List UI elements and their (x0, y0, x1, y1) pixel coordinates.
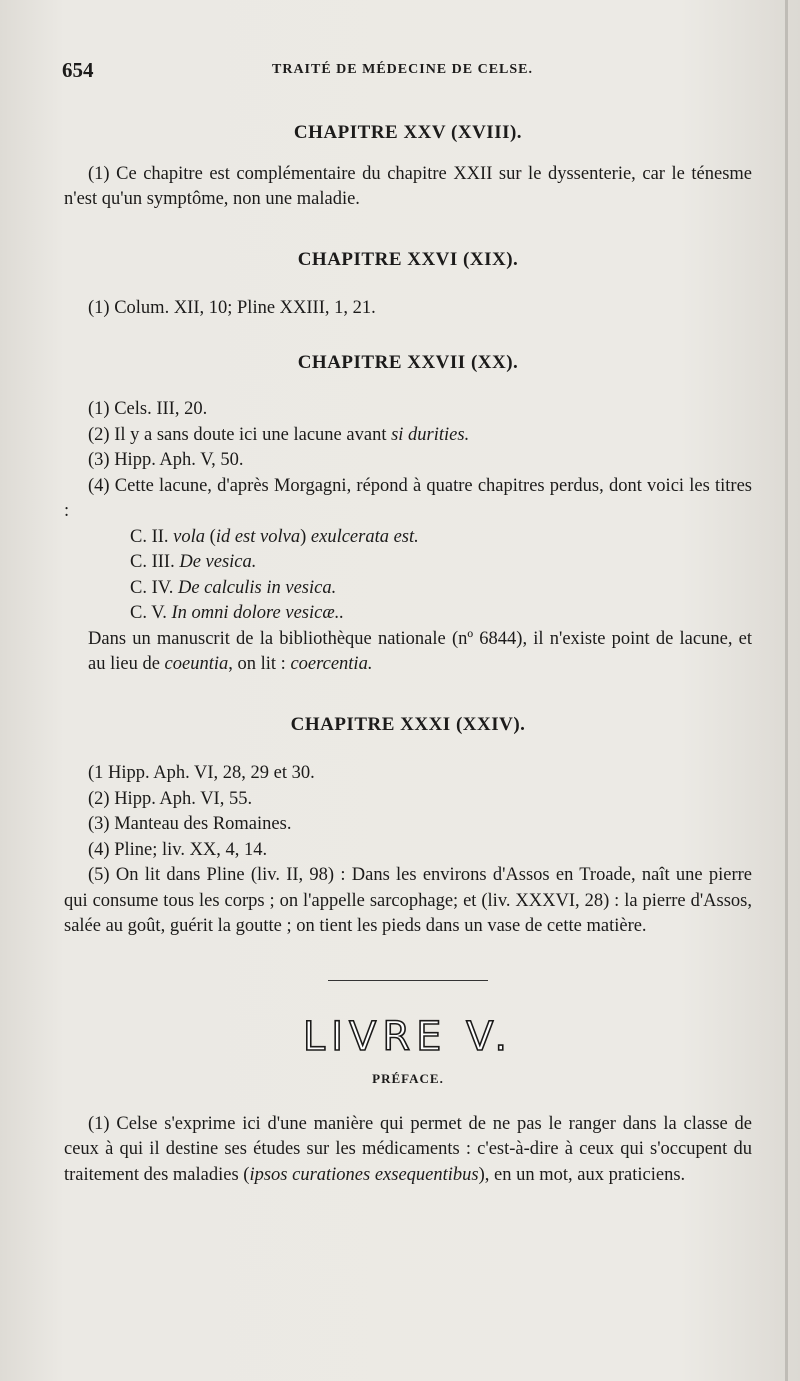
footnote (64, 423, 752, 449)
title-prefix: C. V. (130, 603, 172, 623)
title-italic: exulcerata est. (310, 526, 419, 547)
footnote: (3) Manteau des Romaines. (88, 814, 292, 834)
paragraph-italic: coeuntia (164, 654, 229, 674)
lost-chapter-title (64, 576, 752, 602)
footnote: (3) Hipp. Aph. V, 50. (88, 450, 244, 470)
footnote-italic: si durities. (391, 424, 470, 445)
footnote: (1 Hipp. Aph. VI, 28, 29 et 30. (88, 763, 315, 783)
title-italic: id est volva (215, 526, 301, 547)
lost-chapter-title (64, 601, 752, 627)
preface-heading: PRÉFACE. (372, 1071, 444, 1086)
title-prefix: C. IV. (130, 577, 178, 598)
footnote: (5) On lit dans Pline (liv. II, 98) : Dans les environs d'Assos en Troade, naît une pierre qui consume tous les corps ; on l'appelle sarcophage; et (liv. XXXVI, 28) : la pierre d'Assos, salée au goût, guérit la goutte ; on tient les pieds dans un vase de cette matière. (64, 865, 752, 936)
chapter-heading: CHAPITRE XXVII (XX). (297, 351, 519, 373)
paragraph-italic: coercentia. (290, 654, 373, 674)
footnote: (1) Cels. III, 20. (88, 399, 208, 419)
title-italic: De calculis in vesica. (177, 577, 337, 598)
lost-chapter-title (64, 525, 752, 551)
footnote (64, 1112, 752, 1189)
footnote-italic: ipsos curationes exsequentibus (249, 1164, 479, 1185)
chapter-heading: CHAPITRE XXVI (XIX). (297, 248, 519, 270)
footnote-paragraph (64, 627, 752, 678)
title-italic: De vesica. (179, 552, 257, 572)
title-text: ) (300, 526, 311, 547)
title-italic: vola (173, 526, 206, 547)
footnote: (1) Ce chapitre est complémentaire du chapitre XXII sur le dyssenterie, car le ténesme n'est qu'un symptôme, non une maladie. (64, 163, 752, 209)
title-prefix: C. II. (130, 526, 174, 547)
title-prefix: C. III. (130, 552, 180, 572)
section-rule (328, 980, 488, 981)
book-title: LIVRE V. (302, 1013, 514, 1060)
footnote-text: (2) Il y a sans doute ici une lacune avant (88, 424, 392, 445)
running-title: TRAITÉ DE MÉDECINE DE CELSE. (272, 62, 533, 77)
paragraph-text: , on lit : (228, 654, 291, 674)
chapter-heading: CHAPITRE XXV (XVIII). (293, 122, 523, 143)
chapter-heading: CHAPITRE XXXI (XXIV). (290, 713, 526, 735)
footnote: (4) Cette lacune, d'après Morgagni, répond à quatre chapitres perdus, dont voici les titres : (64, 475, 752, 521)
footnote: (4) Pline; liv. XX, 4, 14. (88, 839, 268, 860)
title-text: ( (205, 526, 216, 547)
footnote-text: (1) Celse s'exprime ici d'une manière qui permet de ne pas le ranger dans la classe de ceux à qui il destine ses études sur les médicaments : c'est-à-dire à ceux qui s'occupent du traitement des maladies ( (64, 1113, 752, 1185)
page-edge (785, 0, 788, 1381)
footnote: (1) Colum. XII, 10; Pline XXIII, 1, 21. (88, 298, 376, 318)
page-number: 654 (62, 58, 94, 82)
page-header (62, 58, 752, 84)
lost-chapter-title (64, 550, 752, 576)
footnote-text: ), en un mot, aux praticiens. (478, 1164, 686, 1185)
paragraph-text: Dans un manuscrit de la bibliothèque nationale (nº 6844), il n'existe point de lacune, et au lieu de (88, 628, 752, 674)
footnote: (2) Hipp. Aph. VI, 55. (88, 788, 253, 809)
page-body (64, 116, 752, 1188)
title-italic: In omni dolore vesicæ.. (171, 603, 344, 623)
